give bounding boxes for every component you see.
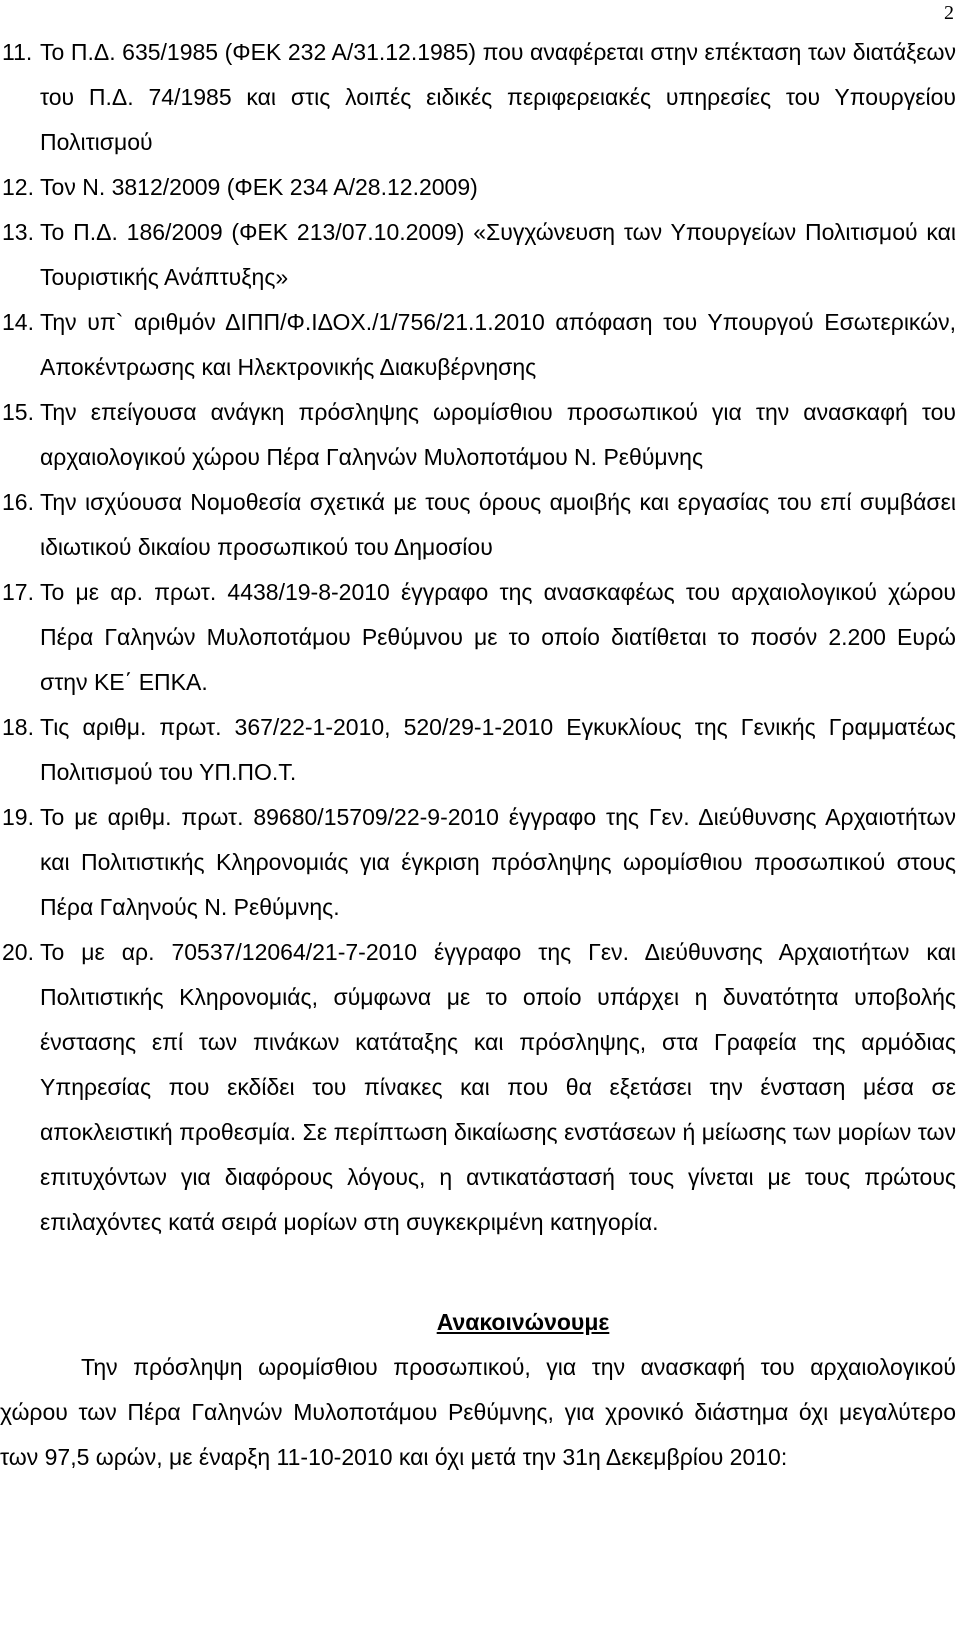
document-body [0, 30, 956, 1480]
list-item [0, 210, 956, 300]
item-number: 11. [2, 39, 33, 65]
list-item [0, 480, 956, 570]
item-text: Τον Ν. 3812/2009 (ΦΕΚ 234 Α/28.12.2009) [40, 174, 478, 200]
announcement-paragraph: Την πρόσληψη ωρομίσθιου προσωπικού, για την ανασκαφή του αρχαιολογικού χώρου των Πέρα Γαληνών Μυλοποτάμου Ρεθύμνης, για χρονικό διάστημα όχι μεγαλύτερο των 97,5 ωρών, με έναρξη 11-10-2010 και όχι μετά την 31η Δεκεμβρίου 2010: [0, 1354, 956, 1470]
item-number: 20. [2, 939, 34, 965]
list-item [0, 30, 956, 165]
item-number: 17. [2, 579, 34, 605]
list-item [0, 165, 956, 210]
item-text: Το με αρ. 70537/12064/21-7-2010 έγγραφο της Γεν. Διεύθυνσης Αρχαιοτήτων και Πολιτιστικής Κληρονομιάς, σύμφωνα με το οποίο υπάρχει η δυνατότητα υποβολής ένστασης επί των πινάκων κατάταξης και πρόσληψης, στα Γραφεία της αρμόδιας Υπηρεσίας που εκδίδει του πίνακες και που θα εξετάσει την ένσταση μέσα σε αποκλειστική προθεσμία. Σε περίπτωση δικαίωσης ενστάσεων ή μείωσης των μορίων των επιτυχόντων για διαφόρους λόγους, η αντικατάστασή τους γίνεται με τους πρώτους επιλαχόντες κατά σειρά μορίων στη συγκεκριμένη κατηγορία. [40, 939, 956, 1235]
item-number: 12. [2, 174, 34, 200]
item-text: Το Π.Δ. 186/2009 (ΦΕΚ 213/07.10.2009) «Συγχώνευση των Υπουργείων Πολιτισμού και Τουριστικής Ανάπτυξης» [40, 219, 956, 290]
item-text: Το με αριθμ. πρωτ. 89680/15709/22-9-2010 έγγραφο της Γεν. Διεύθυνσης Αρχαιοτήτων και Πολιτιστικής Κληρονομιάς για έγκριση πρόσληψης ωρομίσθιου προσωπικού στους Πέρα Γαληνούς Ν. Ρεθύμνης. [40, 804, 956, 920]
item-number: 19. [2, 804, 34, 830]
item-text: Τις αριθμ. πρωτ. 367/22-1-2010, 520/29-1-2010 Εγκυκλίους της Γενικής Γραμματέως Πολιτισμού του ΥΠ.ΠΟ.Τ. [40, 714, 956, 785]
list-item [0, 795, 956, 930]
item-text: Την επείγουσα ανάγκη πρόσληψης ωρομίσθιου προσωπικού για την ανασκαφή του αρχαιολογικού χώρου Πέρα Γαληνών Μυλοποτάμου Ν. Ρεθύμνης [40, 399, 956, 470]
section-heading: Ανακοινώνουμε [436, 1309, 610, 1335]
item-text: Την υπ` αριθμόν ΔΙΠΠ/Φ.ΙΔΟΧ./1/756/21.1.2010 απόφαση του Υπουργού Εσωτερικών, Αποκέντρωσης και Ηλεκτρονικής Διακυβέρνησης [40, 309, 956, 380]
item-text: Το Π.Δ. 635/1985 (ΦΕΚ 232 Α/31.12.1985) που αναφέρεται στην επέκταση των διατάξεων του Π.Δ. 74/1985 και στις λοιπές ειδικές περιφερειακές υπηρεσίες του Υπουργείου Πολιτισμού [40, 39, 956, 155]
list-item [0, 570, 956, 705]
item-number: 14. [2, 309, 34, 335]
item-number: 15. [2, 399, 34, 425]
item-number: 13. [2, 219, 34, 245]
item-text: Την ισχύουσα Νομοθεσία σχετικά με τους όρους αμοιβής και εργασίας του επί συμβάσει ιδιωτικού δικαίου προσωπικού του Δημοσίου [40, 489, 956, 560]
page-number: 2 [944, 2, 954, 24]
item-number: 18. [2, 714, 34, 740]
list-item [0, 390, 956, 480]
list-item [0, 930, 956, 1245]
list-item [0, 300, 956, 390]
list-item [0, 705, 956, 795]
item-number: 16. [2, 489, 34, 515]
item-text: Το με αρ. πρωτ. 4438/19-8-2010 έγγραφο της ανασκαφέως του αρχαιολογικού χώρου Πέρα Γαληνών Μυλοποτάμου Ρεθύμνου με το οποίο διατίθεται το ποσόν 2.200 Ευρώ στην ΚΕ΄ ΕΠΚΑ. [40, 579, 956, 695]
